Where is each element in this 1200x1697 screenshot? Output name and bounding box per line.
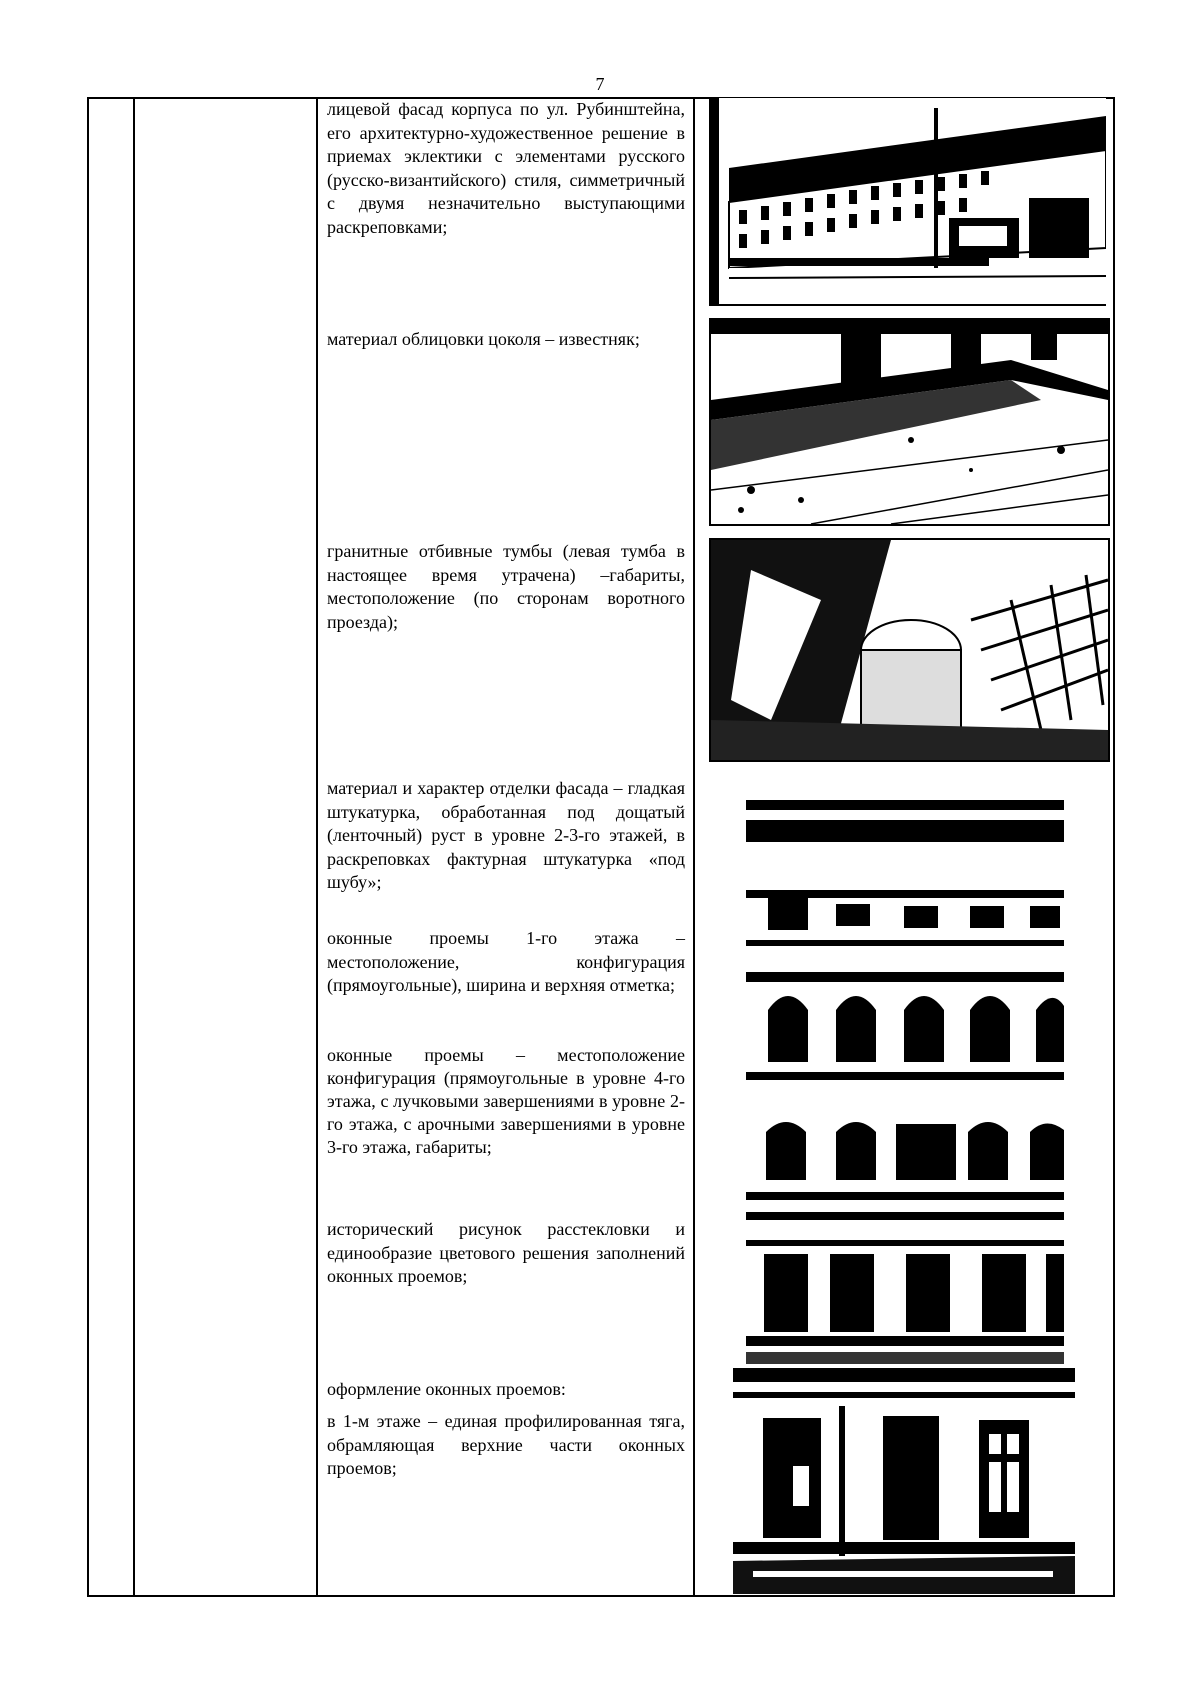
page-number: 7 xyxy=(595,74,605,94)
paragraph-facade: лицевой фасад корпуса по ул. Рубинштейна, его архитектурно-художественное решение в приемах эклектики с элементами русского (русско-византийского) стиля, симметричный с двумя незначительно выступающими раскреповками; xyxy=(327,99,685,237)
paragraph-facade-finish: материал и характер отделки фасада – гладкая штукатурка, обработанная под дощатый (ленточный) руст в уровне 2-3-го этажей, в раскреповках фактурная штукатурка «под шубу»; xyxy=(327,778,685,892)
column-divider-1 xyxy=(133,97,135,1597)
paragraph-window-openings: оконные проемы – местоположение конфигурация (прямоугольные в уровне 4-го этажа, с лучковыми завершениями в уровне 2-го этажа, с арочными завершениями в уровне 3-го этажа, габариты; xyxy=(327,1045,685,1157)
paragraph-plinth: материал облицовки цоколя – известняк; xyxy=(327,329,640,349)
paragraph-window-design: оформление оконных проемов: xyxy=(327,1379,566,1399)
photo-ground-floor xyxy=(733,1366,1075,1594)
column-divider-3 xyxy=(693,97,695,1597)
paragraph-glazing: исторический рисунок расстекловки и единообразие цветового решения заполнений оконных проемов; xyxy=(327,1219,685,1286)
photo-street-facade xyxy=(709,98,1106,306)
photo-facade-windows xyxy=(746,772,1064,1220)
photo-granite-post xyxy=(709,538,1110,762)
paragraph-first-floor-cornice: в 1-м этаже – единая профилированная тяга, обрамляющая верхние части оконных проемов; xyxy=(327,1411,685,1478)
paragraph-windows-first-floor: оконные проемы 1-го этажа – местоположение, конфигурация (прямоугольные), ширина и верхняя отметка; xyxy=(327,928,685,995)
paragraph-granite-posts: гранитные отбивные тумбы (левая тумба в настоящее время утрачена) –габариты, местоположение (по сторонам воротного проезда); xyxy=(327,541,685,632)
photo-first-floor-windows xyxy=(746,1240,1064,1364)
photo-limestone-plinth xyxy=(709,318,1110,526)
column-divider-2 xyxy=(316,97,318,1597)
